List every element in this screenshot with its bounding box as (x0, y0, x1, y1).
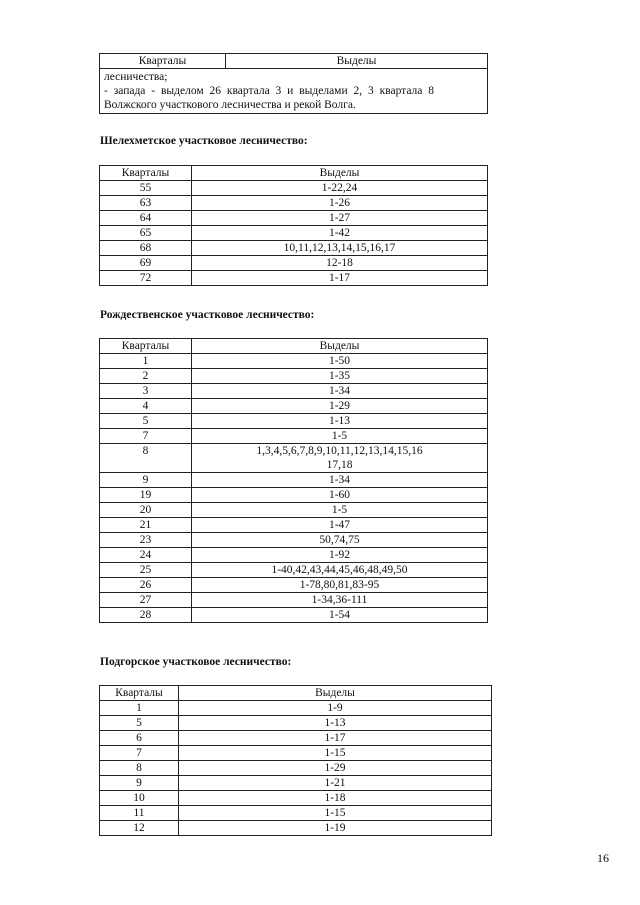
table-row (100, 354, 488, 369)
table-row (100, 399, 488, 414)
table-header-row (100, 54, 488, 69)
continuation-line: Волжского участкового лесничества и рекой Волга. (104, 99, 356, 111)
sections-cell: 1-34 (192, 473, 488, 488)
quarter-cell: 12 (100, 821, 179, 836)
quarter-cell: 55 (100, 181, 192, 196)
table-row (100, 806, 492, 821)
sections-cell: 1-29 (192, 399, 488, 414)
quarter-cell: 2 (100, 369, 192, 384)
sections-cell: 1-27 (192, 211, 488, 226)
quarter-cell: 3 (100, 384, 192, 399)
quarter-cell: 24 (100, 548, 192, 563)
table-row (100, 716, 492, 731)
sections-cell: 1-54 (192, 608, 488, 623)
sections-cell: 1-17 (192, 271, 488, 286)
header-quarters: Кварталы (100, 686, 179, 701)
quarter-cell: 4 (100, 399, 192, 414)
quarter-cell: 19 (100, 488, 192, 503)
continuation-table (99, 53, 488, 114)
table-row (100, 181, 488, 196)
quarter-cell: 27 (100, 593, 192, 608)
quarter-cell: 9 (100, 776, 179, 791)
quarter-cell: 63 (100, 196, 192, 211)
page-number: 16 (597, 851, 609, 865)
sections-cell: 1-19 (179, 821, 492, 836)
table-header-row (100, 166, 488, 181)
table-row (100, 256, 488, 271)
header-quarters: Кварталы (100, 54, 226, 69)
table-row (100, 211, 488, 226)
sections-cell: 1-92 (192, 548, 488, 563)
table-row (100, 821, 492, 836)
sections-cell: 1-5 (192, 503, 488, 518)
table-row (100, 444, 488, 473)
sections-cell: 1-15 (179, 746, 492, 761)
table-row (100, 608, 488, 623)
quarter-cell: 72 (100, 271, 192, 286)
sections-cell: 1-9 (179, 701, 492, 716)
table-row (100, 776, 492, 791)
table-row (100, 548, 488, 563)
table-row (100, 414, 488, 429)
quarter-cell: 69 (100, 256, 192, 271)
forestry-table (99, 338, 488, 623)
quarter-cell: 21 (100, 518, 192, 533)
sections-line: 17,18 (326, 459, 353, 471)
header-sections: Выделы (192, 166, 488, 181)
table-row (100, 518, 488, 533)
sections-cell: 1-26 (192, 196, 488, 211)
continuation-row (100, 69, 488, 114)
forestry-table (99, 165, 488, 286)
quarter-cell: 5 (100, 716, 179, 731)
sections-cell: 1-34,36-111 (192, 593, 488, 608)
sections-cell: 1-17 (179, 731, 492, 746)
quarter-cell: 5 (100, 414, 192, 429)
header-sections: Выделы (192, 339, 488, 354)
quarter-cell: 1 (100, 354, 192, 369)
continuation-line: - запада - выделом 26 квартала 3 и выделами 2, 3 квартала 8 (104, 85, 435, 97)
sections-cell: 50,74,75 (192, 533, 488, 548)
continuation-line: лесничества; (104, 71, 168, 83)
table-header-row (100, 339, 488, 354)
sections-cell: 1-22,24 (192, 181, 488, 196)
sections-cell: 1-42 (192, 226, 488, 241)
table-row (100, 226, 488, 241)
sections-cell: 1-15 (179, 806, 492, 821)
table-row (100, 488, 488, 503)
sections-cell: 1-40,42,43,44,45,46,48,49,50 (192, 563, 488, 578)
table-row (100, 429, 488, 444)
sections-cell: 10,11,12,13,14,15,16,17 (192, 241, 488, 256)
sections-cell: 1-29 (179, 761, 492, 776)
section-heading: Рождественское участковое лесничество: (100, 309, 315, 321)
section-heading: Шелехметское участковое лесничество: (100, 135, 308, 147)
table-row (100, 791, 492, 806)
table-row (100, 503, 488, 518)
header-quarters: Кварталы (100, 166, 192, 181)
table-row (100, 241, 488, 256)
quarter-cell: 1 (100, 701, 179, 716)
quarter-cell: 68 (100, 241, 192, 256)
table-row (100, 746, 492, 761)
quarter-cell: 20 (100, 503, 192, 518)
header-sections: Выделы (226, 54, 488, 69)
sections-cell: 1-5 (192, 429, 488, 444)
quarter-cell: 64 (100, 211, 192, 226)
sections-cell: 1-35 (192, 369, 488, 384)
sections-cell: 1-78,80,81,83-95 (192, 578, 488, 593)
quarter-cell: 65 (100, 226, 192, 241)
table-row (100, 731, 492, 746)
quarter-cell: 23 (100, 533, 192, 548)
sections-cell: 1-13 (179, 716, 492, 731)
quarter-cell: 7 (100, 746, 179, 761)
table-row (100, 369, 488, 384)
sections-cell: 1-13 (192, 414, 488, 429)
table-row (100, 271, 488, 286)
sections-cell: 1-60 (192, 488, 488, 503)
sections-cell: 1-47 (192, 518, 488, 533)
quarter-cell: 25 (100, 563, 192, 578)
quarter-cell: 8 (100, 444, 192, 473)
table-header-row (100, 686, 492, 701)
quarter-cell: 7 (100, 429, 192, 444)
table-row (100, 593, 488, 608)
sections-cell: 1-18 (179, 791, 492, 806)
quarter-cell: 10 (100, 791, 179, 806)
table-row (100, 473, 488, 488)
section-heading: Подгорское участковое лесничество: (100, 656, 292, 668)
sections-cell: 1-50 (192, 354, 488, 369)
header-sections: Выделы (179, 686, 492, 701)
table-row (100, 384, 488, 399)
sections-cell: 12-18 (192, 256, 488, 271)
table-row (100, 761, 492, 776)
quarter-cell: 11 (100, 806, 179, 821)
sections-cell: 1-34 (192, 384, 488, 399)
table-row (100, 533, 488, 548)
quarter-cell: 8 (100, 761, 179, 776)
table-row (100, 196, 488, 211)
quarter-cell: 9 (100, 473, 192, 488)
quarter-cell: 26 (100, 578, 192, 593)
sections-cell: 1-21 (179, 776, 492, 791)
forestry-table (99, 685, 492, 836)
header-quarters: Кварталы (100, 339, 192, 354)
table-row (100, 563, 488, 578)
quarter-cell: 28 (100, 608, 192, 623)
quarter-cell: 6 (100, 731, 179, 746)
table-row (100, 701, 492, 716)
table-row (100, 578, 488, 593)
sections-cell (192, 444, 488, 473)
sections-line: 1,3,4,5,6,7,8,9,10,11,12,13,14,15,16 (256, 445, 423, 457)
